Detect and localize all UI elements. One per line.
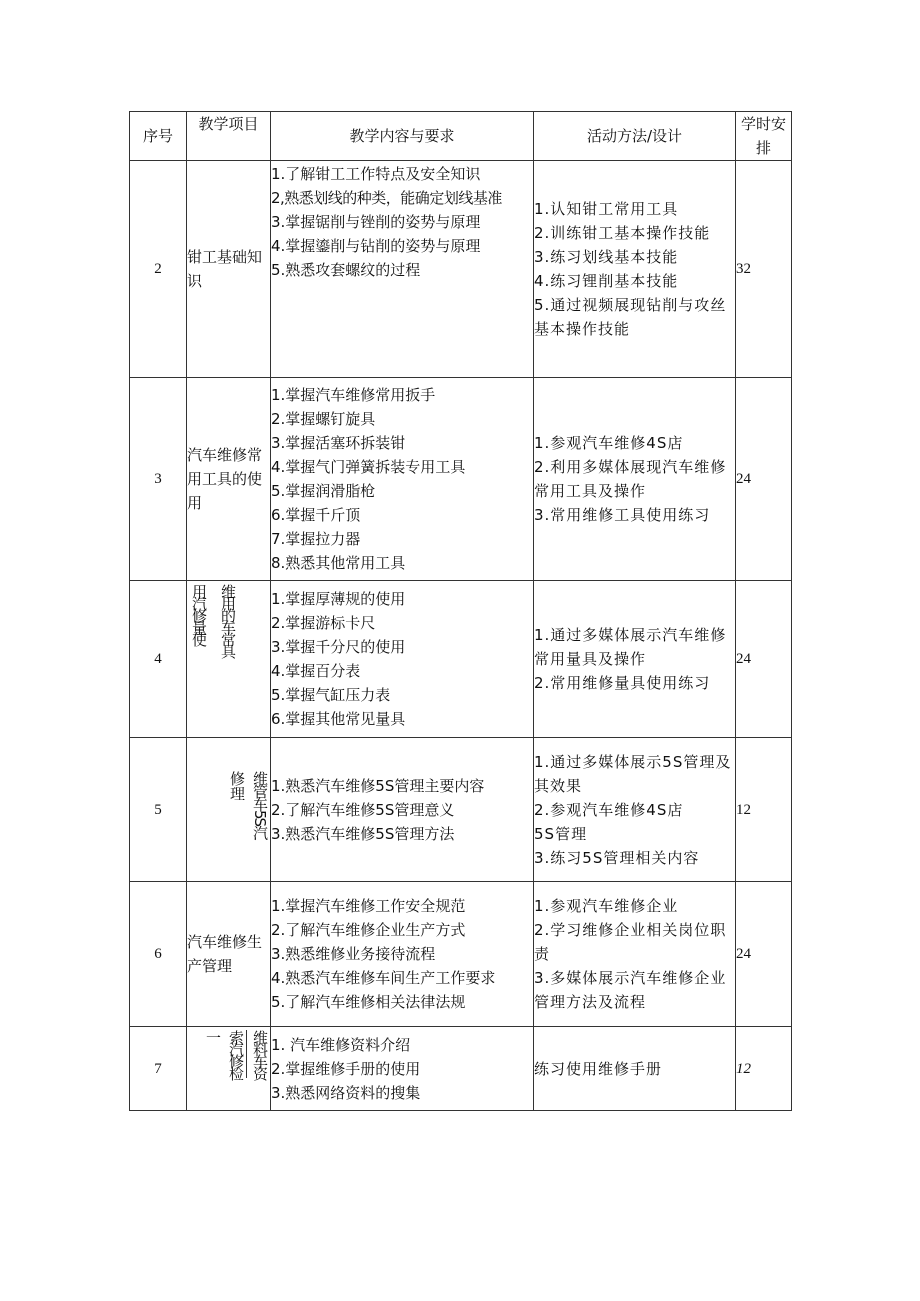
content-item: 1. 汽车维修资料介绍	[271, 1035, 411, 1054]
row-hours: 12	[736, 738, 792, 882]
content-item: 1.掌握汽车维修常用扳手	[271, 386, 436, 404]
content-item: 6.掌握千斤顶	[271, 506, 361, 524]
content-item: 4.掌握气门弹簧拆装专用工具	[271, 458, 466, 476]
content-item: 2.掌握维修手册的使用	[271, 1059, 421, 1078]
row-project: 汽车维修常用工具的使用	[187, 378, 271, 581]
table-row	[130, 378, 792, 581]
content-item: 2.了解汽车维修5S管理意义	[271, 800, 455, 819]
content-item: 2.掌握螺钉旋具	[271, 410, 376, 428]
activity-item: 1.参观汽车维修4S店	[534, 434, 684, 452]
content-item: 5.熟悉攻套螺纹的过程	[271, 261, 421, 279]
row-activity	[534, 1027, 736, 1111]
content-item: 3.掌握千分尺的使用	[271, 638, 406, 656]
row-content	[271, 1027, 534, 1111]
table-row	[130, 1027, 792, 1111]
header-activity: 活动方法/设计	[534, 112, 736, 161]
activity-item: 1.参观汽车维修企业	[534, 897, 679, 915]
activity-item: 4.练习锂削基本技能	[534, 272, 679, 290]
row-content	[271, 738, 534, 882]
content-item: 5.掌握润滑脂枪	[271, 482, 376, 500]
activity-item: 5S管理	[534, 824, 588, 843]
activity-item: 5.通过视频展现钻削与攻丝基本操作技能	[534, 296, 727, 338]
content-item: 2,熟悉划线的种类，能确定划线基准	[271, 189, 502, 207]
project-text-col: 一	[205, 1028, 221, 1047]
row-hours: 12	[736, 1027, 792, 1111]
project-text-col: 维管车5S汽	[251, 770, 269, 838]
project-text-col: 修理	[228, 770, 246, 801]
row-activity	[534, 882, 736, 1027]
row-project	[187, 1027, 271, 1111]
content-item: 1.掌握汽车维修工作安全规范	[271, 897, 466, 915]
content-item: 4.熟悉汽车维修车间生产工作要求	[271, 969, 496, 987]
activity-item: 1.通过多媒体展示5S管理及其效果	[534, 752, 732, 795]
row-seq: 4	[130, 581, 187, 738]
activity-item: 2.利用多媒体展现汽车维修常用工具及操作	[534, 458, 727, 500]
project-text-col: 索汽修检	[227, 1029, 245, 1078]
row-seq: 6	[130, 882, 187, 1027]
row-hours: 24	[736, 581, 792, 738]
row-project	[187, 581, 271, 738]
row-seq: 5	[130, 738, 187, 882]
content-item: 7.掌握拉力器	[271, 530, 361, 548]
activity-item: 2.参观汽车维修4S店	[534, 800, 684, 819]
table-row	[130, 882, 792, 1027]
activity-item: 1.认知钳工常用工具	[534, 200, 679, 218]
row-content	[271, 161, 534, 378]
activity-item: 3.练习划线基本技能	[534, 248, 679, 266]
content-item: 3.熟悉维修业务接待流程	[271, 945, 436, 963]
content-item: 5.了解汽车维修相关法律法规	[271, 993, 466, 1011]
row-activity	[534, 378, 736, 581]
header-row	[130, 112, 792, 161]
header-hours: 学时安排	[736, 112, 792, 161]
row-project: 汽车维修生产管理	[187, 882, 271, 1027]
activity-item: 1.通过多媒体展示汽车维修常用量具及操作	[534, 626, 727, 668]
project-text-col: 维用的车常具	[219, 584, 237, 656]
activity-item: 2.常用维修量具使用练习	[534, 674, 711, 692]
content-item: 6.掌握其他常见量具	[271, 710, 406, 728]
content-item: 2.了解汽车维修企业生产方式	[271, 921, 466, 939]
project-text-col: 维料车资	[251, 1029, 269, 1078]
activity-item: 2.学习维修企业相关岗位职责	[534, 921, 727, 963]
syllabus-table	[129, 111, 792, 1111]
content-item: 8.熟悉其他常用工具	[271, 554, 406, 572]
row-content	[271, 581, 534, 738]
header-content: 教学内容与要求	[271, 112, 534, 161]
activity-item: 3.常用维修工具使用练习	[534, 506, 711, 524]
content-item: 3.掌握活塞环拆装钳	[271, 434, 406, 452]
activity-item: 3.练习5S管理相关内容	[534, 848, 700, 867]
row-seq: 3	[130, 378, 187, 581]
content-item: 3.熟悉网络资料的搜集	[271, 1083, 421, 1102]
activity-item: 3.多媒体展示汽车维修企业管理方法及流程	[534, 969, 727, 1011]
content-item: 1.了解钳工工作特点及安全知识	[271, 165, 481, 183]
table-row	[130, 161, 792, 378]
content-item: 1.掌握厚薄规的使用	[271, 590, 406, 608]
content-item: 4.掌握鎏削与钻削的姿势与原理	[271, 237, 481, 255]
row-content	[271, 882, 534, 1027]
row-hours: 32	[736, 161, 792, 378]
content-item: 4.掌握百分表	[271, 662, 361, 680]
row-activity	[534, 161, 736, 378]
row-project	[187, 738, 271, 882]
row-activity	[534, 581, 736, 738]
row-content	[271, 378, 534, 581]
activity-item: 练习使用维修手册	[534, 1059, 663, 1078]
row-seq: 7	[130, 1027, 187, 1111]
activity-item: 2.训练钳工基本操作技能	[534, 224, 711, 242]
row-project: 钳工基础知识	[187, 161, 271, 378]
table-row	[130, 738, 792, 882]
content-item: 2.掌握游标卡尺	[271, 614, 376, 632]
content-item: 1.熟悉汽车维修5S管理主要内容	[271, 776, 485, 795]
header-project: 教学项目	[187, 112, 271, 161]
row-seq: 2	[130, 161, 187, 378]
content-item: 5.掌握气缸压力表	[271, 686, 391, 704]
content-item: 3.掌握锯削与锉削的姿势与原理	[271, 213, 481, 231]
project-text-col: 用汽修量使	[190, 584, 208, 644]
row-hours: 24	[736, 378, 792, 581]
row-hours: 24	[736, 882, 792, 1027]
header-seq: 序号	[130, 112, 187, 161]
content-item: 3.熟悉汽车维修5S管理方法	[271, 824, 455, 843]
table-row	[130, 581, 792, 738]
row-activity	[534, 738, 736, 882]
